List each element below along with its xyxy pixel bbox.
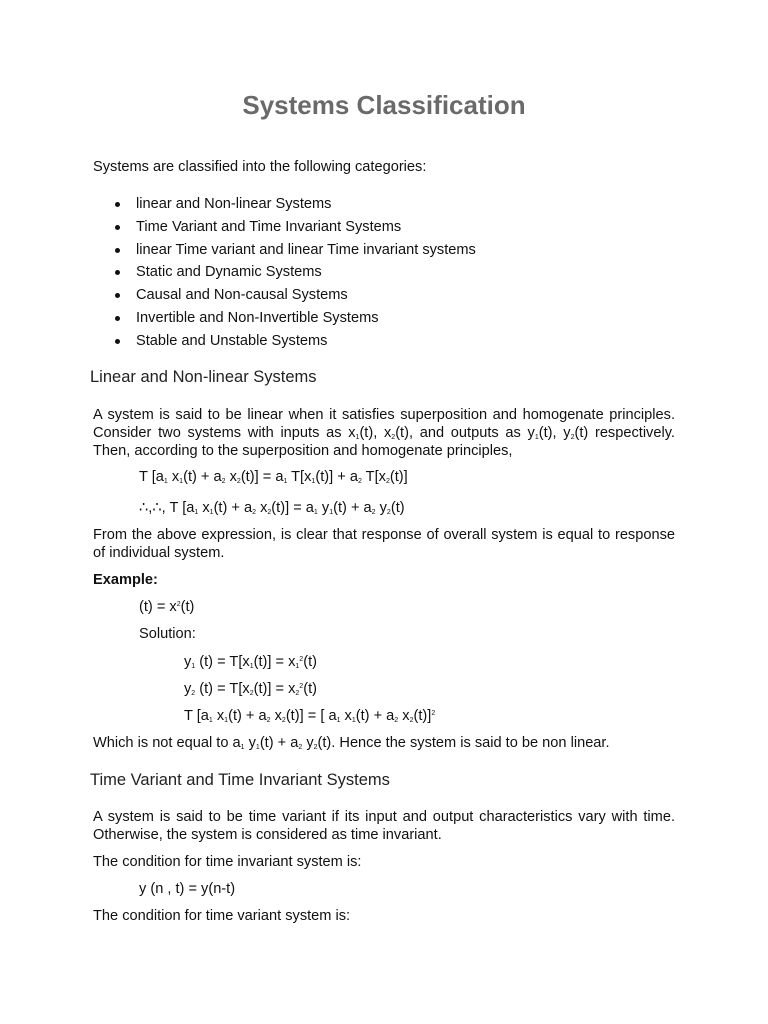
- text-run: Which is not equal to a: [93, 735, 241, 751]
- subscript: 2: [295, 690, 300, 697]
- text-run: x: [288, 654, 296, 670]
- subscript: 1: [336, 717, 341, 724]
- page-title: Systems Classification: [242, 90, 526, 120]
- text-run: ∴,∴,: [139, 500, 166, 516]
- text-run: T: [169, 500, 179, 516]
- subscript: 2: [281, 717, 286, 724]
- list-item: linear and Non-linear Systems: [93, 194, 476, 217]
- text-run: (t)]: [253, 654, 272, 670]
- superscript: 2: [299, 683, 304, 690]
- text-run: =: [262, 469, 272, 485]
- subscript: 1: [313, 509, 318, 516]
- subscript: 1: [351, 717, 356, 724]
- text-run: T: [184, 708, 193, 724]
- text-run: +: [245, 708, 255, 724]
- invariant-condition-label: The condition for time invariant system is:: [93, 854, 362, 870]
- list-item: Stable and Unstable Systems: [93, 331, 476, 354]
- text-run: =: [307, 708, 317, 724]
- text-run: (t): [355, 708, 370, 724]
- example-label: Example:: [93, 572, 158, 588]
- text-run: x: [274, 708, 282, 724]
- text-run: x: [344, 708, 352, 724]
- subscript: 1: [534, 434, 539, 441]
- list-item: linear Time variant and linear Time invariant systems: [93, 240, 476, 263]
- subscript: 2: [267, 509, 272, 516]
- text-run: =: [275, 681, 285, 697]
- subscript: 1: [249, 663, 254, 670]
- superscript: 2: [176, 601, 181, 608]
- section-heading-time-variant: Time Variant and Time Invariant Systems: [90, 771, 390, 789]
- solution-label: Solution:: [139, 626, 196, 642]
- text-run: (t): [390, 500, 405, 516]
- subscript: 1: [194, 509, 199, 516]
- text-run: (t), and outputs as y: [395, 425, 535, 441]
- text-run: T: [139, 469, 148, 485]
- text-run: =: [293, 500, 302, 516]
- list-item: Causal and Non-causal Systems: [93, 285, 476, 308]
- subscript: 2: [371, 509, 376, 516]
- text-run: x: [288, 681, 296, 697]
- text-run: a: [349, 469, 358, 485]
- intro-text: Systems are classified into the following categories:: [93, 159, 427, 175]
- text-run: x: [171, 469, 180, 485]
- text-run: [: [320, 708, 325, 724]
- subscript: 1: [191, 663, 196, 670]
- subscript: 2: [266, 717, 271, 724]
- subscript: 2: [313, 744, 318, 751]
- text-run: y: [184, 681, 192, 697]
- text-run: (t) respectively. Then, according to the superposition and homogenate principles,: [93, 425, 675, 459]
- linear-intro-paragraph: [93, 406, 675, 460]
- nonlinear-conclusion: [93, 735, 610, 751]
- subscript: 1: [311, 478, 316, 485]
- text-run: (t): [180, 599, 195, 615]
- text-run: y: [306, 735, 314, 751]
- text-run: a: [186, 500, 195, 516]
- subscript: 1: [208, 717, 213, 724]
- text-run: (t), x: [359, 425, 392, 441]
- list-item: Time Variant and Time Invariant Systems: [93, 217, 476, 240]
- subscript: 1: [255, 744, 260, 751]
- text-run: a: [305, 500, 314, 516]
- text-run: a: [244, 500, 253, 516]
- text-run: (t): [228, 708, 242, 724]
- text-run: [: [196, 708, 201, 724]
- text-run: (t) + a: [259, 735, 299, 751]
- text-run: [: [151, 469, 156, 485]
- therefore-equation: [139, 499, 405, 516]
- list-item: Static and Dynamic Systems: [93, 262, 476, 285]
- subscript: 2: [298, 744, 303, 751]
- text-run: a: [200, 708, 209, 724]
- text-run: a: [328, 708, 337, 724]
- text-run: (t): [183, 469, 197, 485]
- text-run: a: [275, 469, 284, 485]
- text-run: a: [155, 469, 164, 485]
- subscript: 2: [249, 690, 254, 697]
- text-run: +: [373, 708, 383, 724]
- variant-condition-label: The condition for time variant system is:: [93, 908, 351, 924]
- superposition-equation: [139, 469, 408, 485]
- text-run: (t) = T[x: [199, 681, 250, 697]
- text-run: T[x: [291, 469, 312, 485]
- text-run: x: [229, 469, 237, 485]
- subscript: 2: [409, 717, 414, 724]
- subscript: 2: [385, 478, 390, 485]
- subscript: 2: [191, 690, 196, 697]
- text-run: (t)]: [271, 500, 290, 516]
- text-run: [: [182, 500, 187, 516]
- text-run: a: [386, 708, 395, 724]
- time-variant-paragraph: A system is said to be time variant if its input and output characteristics vary with time. Otherwise, the system is considered as time invariant.: [93, 809, 675, 843]
- text-run: x: [260, 500, 268, 516]
- example-expression: [139, 599, 194, 615]
- text-run: T[x: [365, 469, 386, 485]
- subscript: 2: [386, 509, 391, 516]
- text-run: x: [202, 500, 210, 516]
- subscript: 2: [570, 434, 575, 441]
- superscript: 2: [431, 710, 436, 717]
- subscript: 1: [295, 663, 300, 670]
- subscript: 2: [221, 478, 226, 485]
- subscript: 1: [240, 744, 245, 751]
- invariant-condition: y (n , t) = y(n-t): [139, 881, 236, 897]
- text-run: (t)]: [240, 469, 259, 485]
- text-run: +: [350, 500, 360, 516]
- text-run: (t): [303, 654, 317, 670]
- solution-step-1: [184, 654, 317, 670]
- subscript: 2: [357, 478, 362, 485]
- text-run: y: [248, 735, 256, 751]
- subscript: 1: [283, 478, 288, 485]
- text-run: a: [258, 708, 267, 724]
- text-run: x: [402, 708, 410, 724]
- text-run: y: [379, 500, 387, 516]
- subscript: 2: [394, 717, 399, 724]
- text-run: a: [213, 469, 222, 485]
- text-run: x: [216, 708, 225, 724]
- text-run: (t). Hence the system is said to be non linear.: [317, 735, 610, 751]
- text-run: (t)]: [315, 469, 334, 485]
- text-run: (t) = x: [139, 599, 177, 615]
- text-run: (t): [333, 500, 347, 516]
- subscript: 1: [224, 717, 229, 724]
- text-run: (t)]: [253, 681, 272, 697]
- text-run: (t): [213, 500, 228, 516]
- list-item: Invertible and Non-Invertible Systems: [93, 308, 476, 331]
- subscript: 1: [329, 509, 334, 516]
- subscript: 1: [355, 434, 360, 441]
- subscript: 2: [252, 509, 257, 516]
- text-run: (t)]: [389, 469, 408, 485]
- subscript: 1: [179, 478, 184, 485]
- text-run: y: [321, 500, 330, 516]
- text-run: (t)]: [285, 708, 304, 724]
- category-list: [93, 194, 476, 354]
- section-heading-linear: Linear and Non-linear Systems: [90, 368, 317, 386]
- subscript: 1: [163, 478, 168, 485]
- superscript: 2: [299, 656, 304, 663]
- text-run: +: [231, 500, 240, 516]
- text-run: +: [200, 469, 210, 485]
- text-run: A system is said to be linear when it satisfies superposition and homogenate principles. Consider two systems with inputs as x: [93, 407, 675, 441]
- text-run: =: [275, 654, 285, 670]
- text-run: (t)]: [413, 708, 432, 724]
- subscript: 2: [236, 478, 241, 485]
- text-run: +: [337, 469, 346, 485]
- solution-step-2: [184, 681, 317, 697]
- solution-step-3: [184, 708, 435, 724]
- text-run: (t), y: [538, 425, 571, 441]
- text-run: y: [184, 654, 192, 670]
- text-run: (t) = T[x: [199, 654, 250, 670]
- text-run: (t): [303, 681, 317, 697]
- subscript: 1: [209, 509, 214, 516]
- linear-conclusion-paragraph: From the above expression, is clear that response of overall system is equal to response of individual system.: [93, 527, 675, 561]
- text-run: a: [363, 500, 372, 516]
- subscript: 2: [391, 434, 396, 441]
